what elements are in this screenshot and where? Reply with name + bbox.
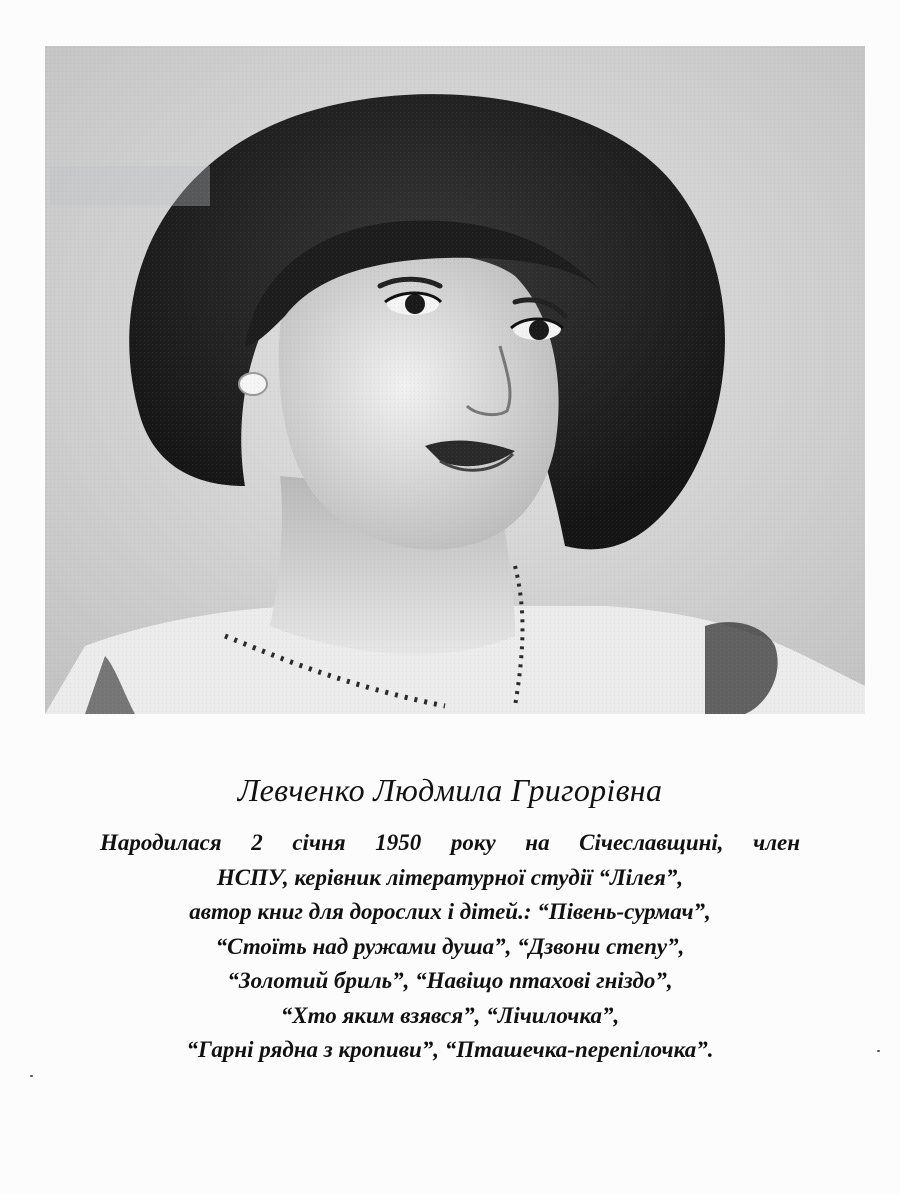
bio-line: автор книг для дорослих і дітей.: “Півень-сурмач”, (189, 899, 711, 924)
biography-text (100, 826, 800, 1068)
portrait-photo (45, 46, 865, 714)
scan-speck (30, 1075, 33, 1077)
bio-line: “Стоїть над ружами душа”, “Дзвони степу”, (215, 933, 685, 959)
bio-line: “Гарні рядна з кропиви”, “Пташечка-перепілочка”. (186, 1037, 714, 1062)
scan-speck (877, 1050, 880, 1052)
bio-line: Народилася 2 січня 1950 року на Січеславщині, член (100, 830, 800, 855)
bio-line: “Золотий бриль”, “Навіщо птахові гніздо”, (227, 968, 673, 993)
bio-line: НСПУ, керівник літературної студії “Лілея”, (216, 864, 684, 890)
person-name: Левченко Людмила Григорівна (237, 772, 663, 808)
bio-line: “Хто яким взявся”, “Лічилочка”, (280, 1002, 620, 1028)
